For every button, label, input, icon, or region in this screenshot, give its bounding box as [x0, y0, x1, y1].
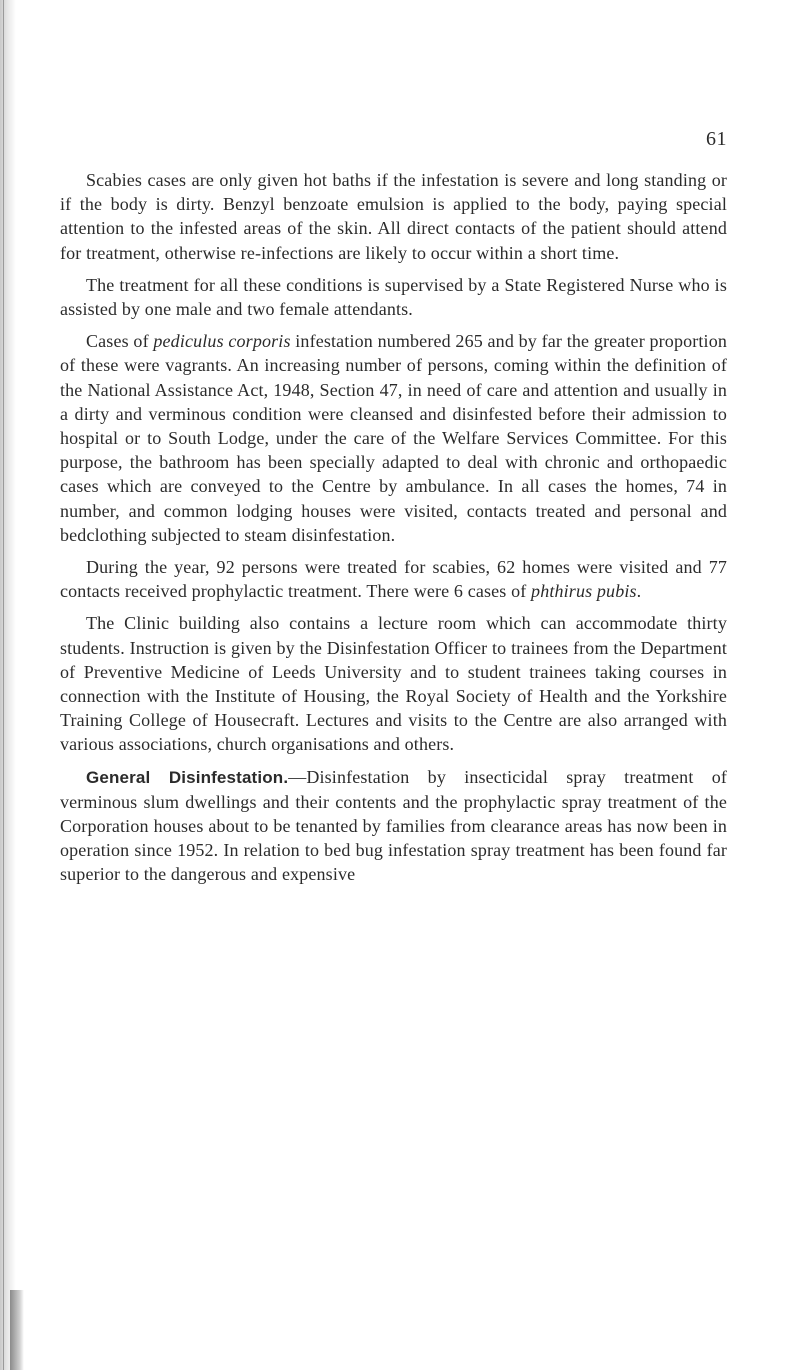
paragraph-pediculus	[60, 329, 727, 547]
text-span: infestation numbered 265 and by far the greater proportion of these were vagrants. An increasing number of persons, coming within the definition of the National Assistance Act, 1948, Section 47, in need of care and attention and usually in a dirty and verminous condition were cleansed and disinfested before their admission to hospital or to South Lodge, under the care of the Welfare Services Committee. For this purpose, the bathroom has been specially adapted to deal with chronic and orthopaedic cases which are conveyed to the Centre by ambulance. In all cases the homes, 74 in number, and common lodging houses were visited, contacts treated and personal and bedclothing subjected to steam disinfestation.	[60, 331, 727, 545]
section-heading: General Disinfestation.	[86, 767, 289, 787]
paragraph-general-disinfestation	[60, 765, 727, 887]
italic-term: phthirus pubis	[531, 581, 637, 602]
paragraph-supervision: The treatment for all these conditions is supervised by a State Registered Nurse who is assisted by one male and two female attendants.	[60, 274, 727, 320]
italic-term: pediculus corporis	[153, 331, 291, 352]
paragraph-clinic-lectures: The Clinic building also contains a lecture room which can accommodate thirty students. Instruction is given by the Disinfestation Officer to trainees from the Department of Preventive Medicine of Leeds University and to student trainees taking courses in connection with the Institute of Housing, the Royal Society of Health and the Yorkshire Training College of Housecraft. Lectures and visits to the Centre are also arranged with various associations, church organisations and others.	[60, 613, 727, 755]
paragraph-year-summary	[60, 555, 727, 603]
page-number: 61	[706, 128, 727, 150]
text-span: —Disinfestation by insecticidal spray treatment of verminous slum dwellings and their contents and the prophylactic spray treatment of the Corporation houses about to be tenanted by families from clearance areas has now been in operation since 1952. In relation to bed bug infestation spray treatment has been found far superior to the dangerous and expensive	[60, 766, 728, 885]
binding-corner-shadow	[10, 1290, 24, 1370]
binding-edge-line	[3, 0, 4, 1370]
text-span: .	[636, 581, 642, 602]
text-span: During the year, 92 persons were treated for scabies, 62 homes were visited and 77 contacts received prophylactic treatment. There were 6 cases of	[60, 557, 727, 602]
page-body	[60, 168, 727, 895]
text-span: Cases of	[86, 331, 154, 352]
paragraph-scabies: Scabies cases are only given hot baths if the infestation is severe and long standing or if the body is dirty. Benzyl benzoate emulsion is applied to the body, paying special attention to the infested areas of the skin. All direct contacts of the patient should attend for treatment, otherwise re-infections are likely to occur within a short time.	[60, 170, 727, 263]
